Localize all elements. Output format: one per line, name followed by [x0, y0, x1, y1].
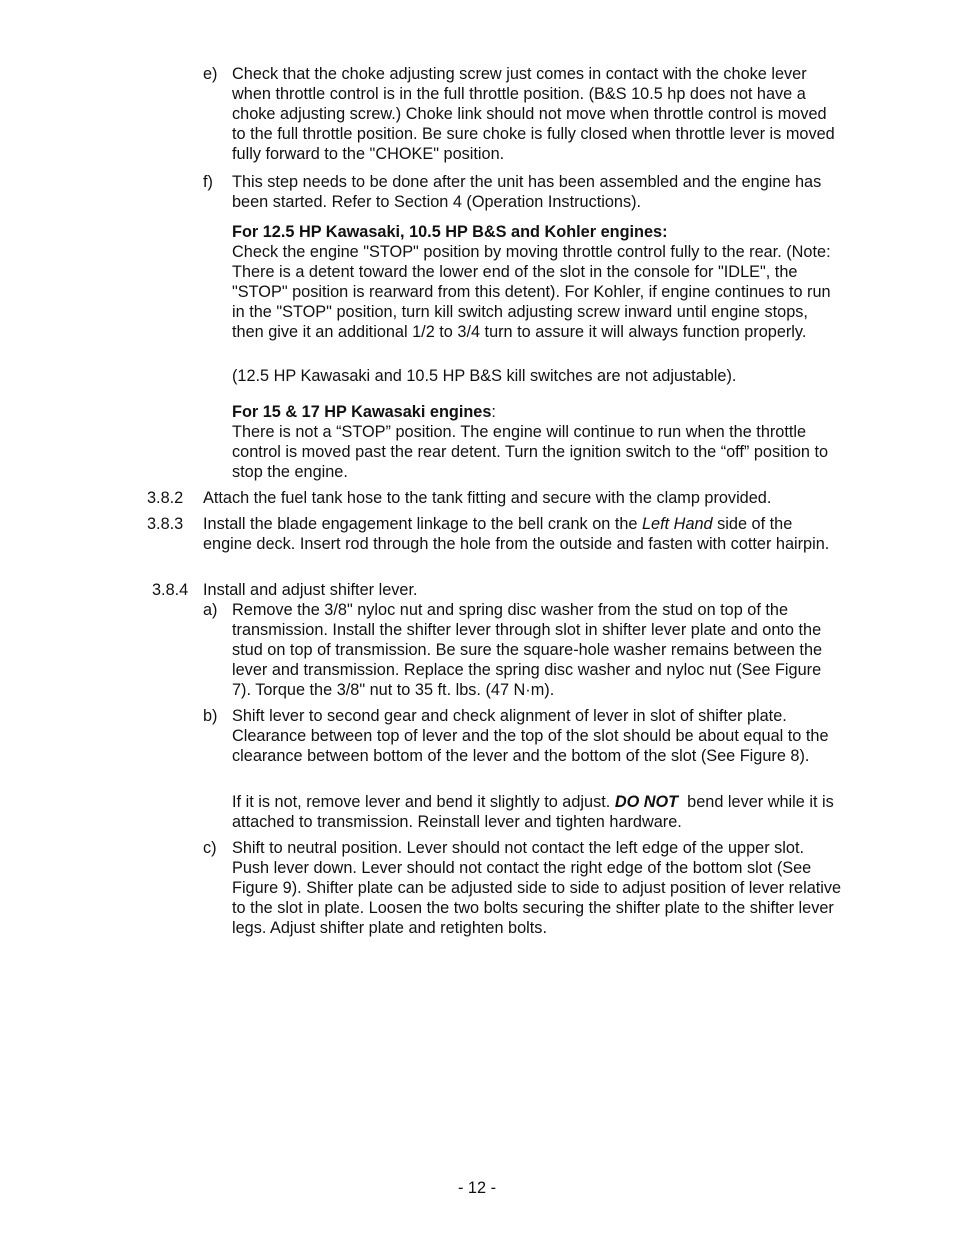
page-number: - 12 - — [457, 1179, 496, 1197]
kill-switch-note-text: (12.5 HP Kawasaki and 10.5 HP B&S kill switches are not adjustable). — [232, 367, 737, 385]
kawasaki-subsection — [232, 402, 847, 482]
kawasaki-text: There is not a “STOP” position. The engine will continue to run when the throttle control is moved past the rear detent. Turn the ignition switch to the “off” position to stop the engine. — [232, 423, 829, 481]
section-3-8-3-text — [203, 514, 843, 554]
kawasaki-heading-colon: : — [491, 403, 496, 421]
step-e-label: e) — [203, 65, 218, 83]
step-c-label: c) — [203, 839, 217, 857]
step-f-label: f) — [203, 173, 213, 191]
step-b-text: Shift lever to second gear and check alignment of lever in slot of shifter plate. Clearance between top of lever and the top of the slot should be about equal to the clearance between bottom of the lever and the bottom of the slot (See Figure 8). — [232, 707, 829, 765]
step-b-caution — [232, 792, 847, 832]
section-3-8-2-text: Attach the fuel tank hose to the tank fitting and secure with the clamp provided. — [203, 489, 772, 507]
step-a-label: a) — [203, 601, 218, 619]
kohler-heading: For 12.5 HP Kawasaki, 10.5 HP B&S and Kohler engines: — [232, 223, 668, 241]
step-e-text: Check that the choke adjusting screw just comes in contact with the choke lever when throttle control is in the full throttle position. (B&S 10.5 hp does not have a choke adjusting screw.) Choke link should not move when throttle control is moved to the full throttle position. Be sure choke is fully closed when throttle lever is moved fully forward to the "CHOKE" position. — [232, 65, 835, 163]
section-3-8-3-number: 3.8.3 — [147, 515, 184, 533]
step-c-text: Shift to neutral position. Lever should not contact the left edge of the upper slot. Push lever down. Lever should not contact the right edge of the bottom slot (See Figure 9). Shifter plate can be adjusted side to side to adjust position of lever relative to the slot in plate. Loosen the two bolts securing the shifter plate to the shifter lever legs. Adjust shifter plate and retighten bolts. — [232, 839, 842, 937]
step-f-text: This step needs to be done after the unit has been assembled and the engine has been started. Refer to Section 4 (Operation Instructions). — [232, 173, 822, 211]
step-a-text: Remove the 3/8" nyloc nut and spring disc washer from the stud on top of the transmission. Install the shifter lever through slot in shifter lever plate and onto the stud on top of transmission. Be sure the square-hole washer remains between the lever and transmission. Replace the spring disc washer and nyloc nut (See Figure 7). Torque the 3/8" nut to 35 ft. lbs. (47 N·m). — [232, 601, 823, 699]
kohler-text: Check the engine "STOP" position by moving throttle control fully to the rear. (Note: There is a detent toward the lower end of the slot in the console for "IDLE", the "STOP" position is rearward from this detent). For Kohler, if engine continues to run in the "STOP" position, turn kill switch adjusting screw inward until engine stops, then give it an additional 1/2 to 3/4 turn to assure it will always function properly. — [232, 243, 831, 341]
section-3-8-3-text-a: Install the blade engagement linkage to the bell crank on the — [203, 515, 642, 533]
kohler-subsection — [232, 222, 842, 342]
step-b-label: b) — [203, 707, 218, 725]
left-hand-emphasis: Left Hand — [642, 515, 713, 533]
step-b-caution-b: bend lever while it is attached to transmission. Reinstall lever and tighten hardware. — [232, 793, 839, 831]
section-3-8-4-text: Install and adjust shifter lever. — [203, 581, 418, 599]
step-b-caution-a: If it is not, remove lever and bend it slightly to adjust. — [232, 793, 615, 811]
kawasaki-heading: For 15 & 17 HP Kawasaki engines — [232, 403, 492, 421]
section-3-8-2-number: 3.8.2 — [147, 489, 184, 507]
kill-switch-note — [232, 366, 842, 386]
step-b-caution-text — [232, 792, 847, 832]
section-3-8-3-text-b: side of the engine deck. Insert rod through the hole from the outside and fasten with cotter hairpin. — [203, 515, 830, 553]
section-3-8-4-number: 3.8.4 — [152, 581, 189, 599]
do-not-emphasis: DO NOT — [614, 793, 679, 811]
